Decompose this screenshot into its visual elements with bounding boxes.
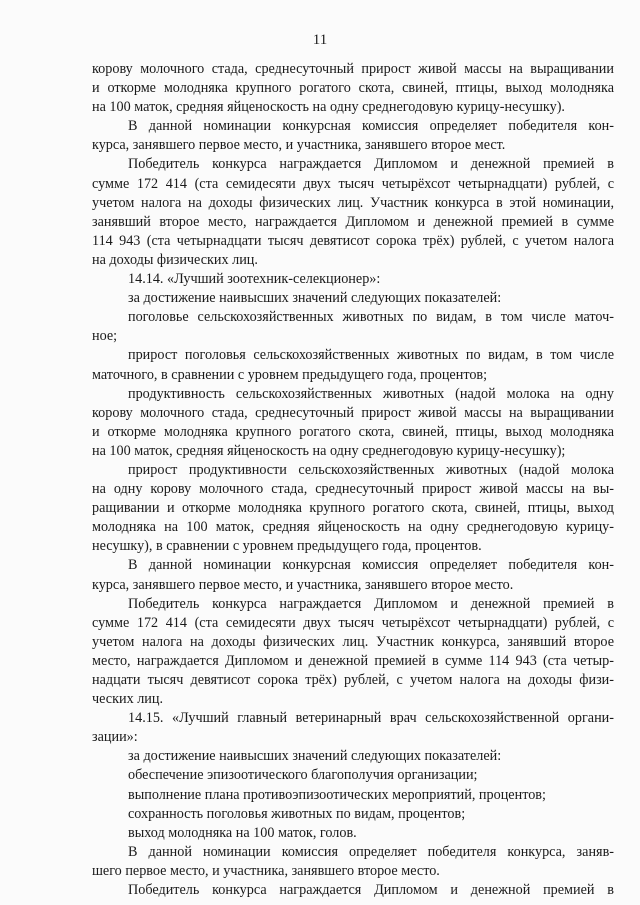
text-line: и откорме молодняка крупного рогатого скота, свиней, птицы, выход молодняка <box>92 423 614 440</box>
text-line: В данной номинации конкурсная комиссия определяет победителя кон- <box>128 118 614 135</box>
text-line: выполнение плана противоэпизоотических мероприятий, процентов; <box>128 786 546 803</box>
text-line: надцати тысяч девятисот сорока трёх) рублей, с учетом налога на доходы физи- <box>92 672 614 688</box>
text-line: сумме 172 414 (ста семидесяти двух тысяч четырёхсот четырнадцати) рублей, с <box>92 614 614 631</box>
text-line: прирост продуктивности сельскохозяйственных животных (надой молока <box>128 461 614 478</box>
text-line: курса, занявшего первое место, и участника, занявшего второе мест. <box>92 137 506 154</box>
text-line: шего первое место, и участника, занявшего второе место. <box>92 862 440 879</box>
text-line: учетом налога на доходы физических лиц. Участник конкурса в этой номинации, <box>92 194 614 211</box>
text-line: 114 943 (ста четырнадцати тысяч девятисот сорока трёх) рублей, с учетом налога <box>92 232 614 249</box>
text-line: учетом налога на доходы физических лиц. Участник конкурса, занявший второе <box>92 633 614 650</box>
text-line: зации»: <box>92 729 138 746</box>
text-line: поголовье сельскохозяйственных животных по видам, в том числе маточ- <box>128 309 614 326</box>
text-line: Победитель конкурса награждается Дипломом и денежной премией в <box>128 882 614 899</box>
text-line: за достижение наивысших значений следующих показателей: <box>128 748 502 765</box>
text-line: на 100 маток, средняя яйценоскость на одну среднегодовую курицу-несушку). <box>92 99 565 116</box>
text-line: маточного, в сравнении с уровнем предыдущего года, процентов; <box>92 366 488 383</box>
text-line: В данной номинации комиссия определяет победителя конкурса, заняв- <box>128 843 614 860</box>
text-line: Победитель конкурса награждается Дипломом и денежной премией в <box>128 156 614 173</box>
text-line: сумме 172 414 (ста семидесяти двух тысяч четырёхсот четырнадцати) рублей, с <box>92 175 614 192</box>
text-line: на одну корову молочного стада, среднесуточный прирост живой массы на вы- <box>92 481 614 498</box>
text-line: за достижение наивысших значений следующих показателей: <box>128 290 502 307</box>
text-line: несушку), в сравнении с уровнем предыдущего года, процентов. <box>92 538 482 555</box>
text-line: ческих лиц. <box>92 691 164 708</box>
text-line: место, награждается Дипломом и денежной премией в сумме 114 943 (ста четыр- <box>92 652 614 669</box>
text-line: корову молочного стада, среднесуточный прирост живой массы на выращивании <box>92 61 614 77</box>
text-line: на доходы физических лиц. <box>92 251 258 268</box>
document-body <box>92 60 614 900</box>
text-line: обеспечение эпизоотического благополучия организации; <box>128 767 478 784</box>
text-line: прирост поголовья сельскохозяйственных животных по видам, в том числе <box>128 347 614 364</box>
text-line: ращивании и откорме молодняка крупного рогатого скота, свиней, птицы, выход <box>92 500 614 517</box>
text-line: и откорме молодняка крупного рогатого скота, свиней, птицы, выход молодняка <box>92 80 614 97</box>
text-line: выход молодняка на 100 маток, голов. <box>128 824 357 841</box>
text-line: курса, занявшего первое место, и участника, занявшего второе место. <box>92 576 514 593</box>
page-number: 11 <box>312 32 328 48</box>
text-line: 14.15. «Лучший главный ветеринарный врач сельскохозяйственной органи- <box>128 710 614 727</box>
text-line: молодняка на 100 маток, средняя яйценоскость на одну среднегодовую курицу- <box>92 519 614 536</box>
text-line: В данной номинации конкурсная комиссия определяет победителя кон- <box>128 557 614 574</box>
text-line: на 100 маток, средняя яйценоскость на одну среднегодовую курицу-несушку); <box>92 442 566 459</box>
text-line: 14.14. «Лучший зоотехник-селекционер»: <box>128 271 381 288</box>
text-line: продуктивность сельскохозяйственных животных (надой молока на одну <box>128 385 614 402</box>
text-line: сохранность поголовья животных по видам, процентов; <box>128 805 466 822</box>
text-line: Победитель конкурса награждается Дипломом и денежной премией в <box>128 595 614 612</box>
text-line: занявший второе место, награждается Дипломом и денежной премией в сумме <box>92 213 614 230</box>
text-line: корову молочного стада, среднесуточный прирост живой массы на выращивании <box>92 404 614 421</box>
text-line: ное; <box>92 328 118 345</box>
